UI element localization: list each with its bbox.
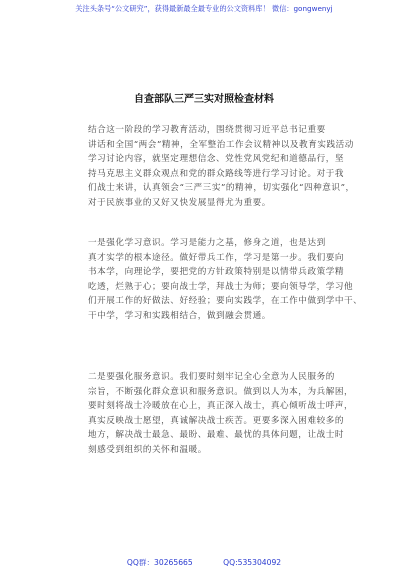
paragraph-line: 学习讨论内容，就坚定理想信念、党性党风党纪和道德品行，坚 <box>88 154 345 165</box>
paragraph-line: 持马克思主义群众观点和党的群众路线等进行学习讨论。对于我 <box>88 168 345 179</box>
footer-qq: QQ:535304092 <box>223 558 282 567</box>
paragraph-line: 真才实学的根本途径。做好带兵工作，学习是第一步。我们要向 <box>88 252 345 263</box>
paragraph-line: 刻感受到组织的关怀和温暖。 <box>88 444 207 455</box>
paragraph-line: 一是强化学习意识。学习是能力之基，修身之道，也是达到 <box>88 238 326 248</box>
paragraph-intro <box>88 123 355 211</box>
paragraph-line: 书本学，向理论学，要把党的方针政策特别是以情带兵政策学精 <box>88 267 345 278</box>
paragraph-service-awareness <box>88 370 354 458</box>
paragraph-line: 干中学，学习和实践相结合，做到融会贯通。 <box>88 310 271 321</box>
paragraph-line: 对于民族事业的又好又快发展显得尤为重要。 <box>88 197 271 208</box>
paragraph-line: 真实反映战士愿望，真诚解决战士疾苦。更要多深入困难较多的 <box>88 415 345 426</box>
paragraph-study-awareness <box>88 236 363 324</box>
paragraph-line: 讲话和全国“两会”精神，全军整治工作会议精神以及教育实践活动 <box>88 139 354 150</box>
paragraph-line: 宗旨，不断强化群众意识和服务意识。做到以人为本，为兵解困， <box>88 386 354 397</box>
footer-qq-group: QQ群：30265665 <box>126 558 193 567</box>
paragraph-line: 要时刻将战士冷暖放在心上，真正深入战士，真心倾听战士呼声， <box>88 401 354 412</box>
paragraph-line: 二是要强化服务意识。我们要时刻牢记全心全意为人民服务的 <box>88 372 335 382</box>
footer-contact <box>0 558 408 568</box>
paragraph-line: 结合这一阶段的学习教育活动，围绕贯彻习近平总书记重要 <box>88 125 326 135</box>
paragraph-line: 们开展工作的好做法、好经验；要向实践学，在工作中做到学中干、 <box>88 296 363 307</box>
paragraph-line: 吃透，烂熟于心；要向战士学，拜战士为师；要向领导学，学习他 <box>88 281 354 292</box>
document-title: 自查部队三严三实对照检查材料 <box>134 94 274 105</box>
header-banner: 关注头条号“公文研究”，获得最新最全最专业的公文资料库！ 微信：gongwenyj <box>75 4 333 13</box>
paragraph-line: 地方，解决战士最急、最盼、最难、最忧的具体问题，让战士时 <box>88 430 345 441</box>
paragraph-line: 们战士来讲，认真领会“三严三实”的精神，切实强化“四种意识”， <box>88 183 355 194</box>
